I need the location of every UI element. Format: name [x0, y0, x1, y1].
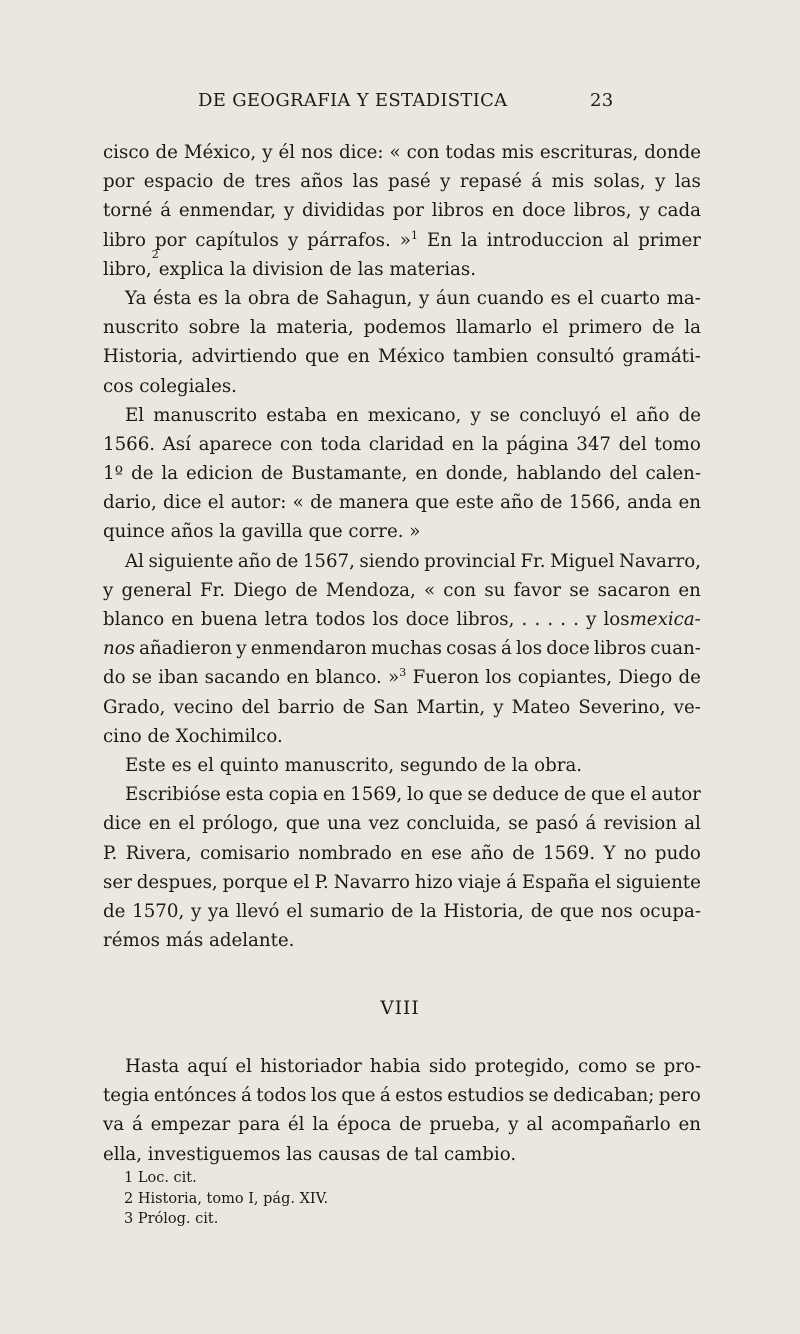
page-number: 23: [590, 90, 614, 111]
footnotes: [124, 1168, 328, 1230]
text-line: Escribióse esta copia en 1569, lo que se deduce de que el autor: [125, 784, 701, 806]
text-line: Hasta aquí el historiador habia sido protegido, como se pro-: [125, 1056, 701, 1077]
text-line: Ya ésta es la obra de Sahagun, y áun cuando es el cuarto ma-: [125, 287, 701, 309]
text-line: Al siguiente año de 1567, siendo provincial Fr. Miguel Navarro,: [125, 550, 701, 572]
section-heading: VIII: [380, 998, 420, 1019]
text-line: libro por capítulos y párrafos. »$^1$ En la introduccion al primer: [103, 228, 701, 251]
text-line: 1º de la edicion de Bustamante, en donde, hablando del calen-: [103, 463, 701, 485]
text-line: dice en el prólogo, que una vez concluida, se pasó á revision al: [103, 813, 701, 835]
text-line: Historia, advirtiendo que en México tambien consultó gramáti-: [103, 346, 701, 368]
header-title: DE GEOGRAFIA Y ESTADISTICA: [198, 90, 508, 111]
footnote: 1 Loc. cit.: [124, 1170, 197, 1186]
text-line: ella, investiguemos las causas de tal cambio.: [103, 1143, 517, 1165]
text-line: cos colegiales.: [103, 375, 237, 397]
text-line: Grado, vecino del barrio de San Martin, y Mateo Severino, ve-: [103, 696, 701, 718]
text-line: cisco de México, y él nos dice: « con todas mis escrituras, donde: [103, 142, 701, 163]
text-line: 1566. Así aparece con toda claridad en la página 347 del tomo: [103, 433, 701, 455]
text-line: rémos más adelante.: [103, 930, 295, 952]
text-line: nos añadieron y enmendaron muchas cosas á los doce libros cuan-: [103, 638, 701, 660]
text-line: torné á enmendar, y divididas por libros en doce libros, y cada: [103, 200, 701, 222]
text-line: libro, 2 explica la division de las materias.: [103, 247, 476, 280]
text-line: va á empezar para él la época de prueba, y al acompañarlo en: [103, 1114, 701, 1136]
text-line: quince años la gavilla que corre. »: [103, 521, 421, 543]
text-line: tegia entónces á todos los que á estos estudios se dedicaban; pero: [103, 1085, 701, 1107]
text-line: de 1570, y ya llevó el sumario de la Historia, de que nos ocupa-: [103, 900, 701, 922]
text-line: do se iban sacando en blanco. »$^3$ Fueron los copiantes, Diego de: [103, 666, 701, 689]
footnote: 2 Historia, tomo I, pág. XIV.: [124, 1190, 329, 1207]
section-text: [103, 1052, 701, 1169]
text-line: ser despues, porque el P. Navarro hizo viaje á España el siguiente: [103, 871, 701, 893]
text-line: por espacio de tres años las pasé y repasé á mis solas, y las: [103, 171, 701, 193]
text-line: Este es el quinto manuscrito, segundo de la obra.: [125, 754, 583, 776]
text-line: P. Rivera, comisario nombrado en ese año de 1569. Y no pudo: [103, 842, 701, 864]
text-line: blanco en buena letra todos los doce libros, . . . . . y losmexica-: [103, 609, 701, 630]
text-line: cino de Xochimilco.: [103, 725, 283, 747]
running-header: [198, 90, 628, 116]
text-line: nuscrito sobre la materia, podemos llamarlo el primero de la: [103, 317, 701, 339]
text-line: y general Fr. Diego de Mendoza, « con su favor se sacaron en: [103, 579, 701, 601]
text-line: El manuscrito estaba en mexicano, y se concluyó el año de: [125, 404, 701, 426]
footnote: 3 Prólog. cit.: [124, 1211, 219, 1227]
body-text: [103, 138, 701, 955]
text-line: dario, dice el autor: « de manera que este año de 1566, anda en: [103, 492, 701, 514]
